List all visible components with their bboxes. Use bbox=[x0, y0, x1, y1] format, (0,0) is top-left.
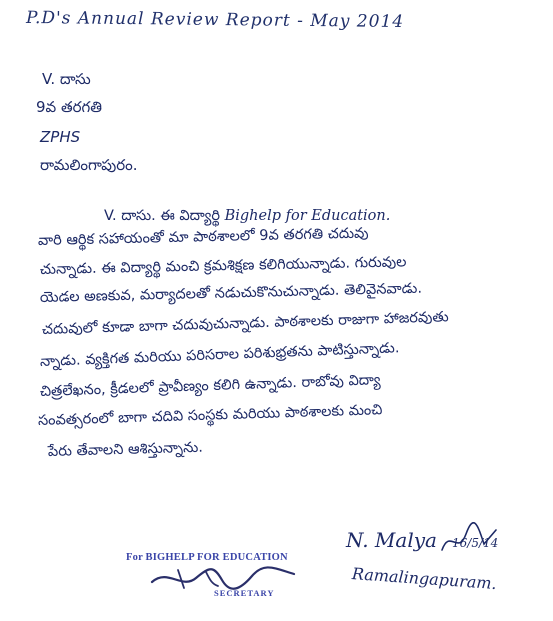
org-name-inline: Bighelp for Education. bbox=[224, 208, 391, 224]
address-name: V. దాసు bbox=[42, 70, 91, 88]
address-class: 9వ తరగతి bbox=[36, 98, 103, 116]
signature-place: Ramalingapuram. bbox=[351, 564, 498, 594]
signature-name: N. Malya bbox=[346, 528, 437, 552]
body-line-9: పేరు తేవాలని ఆశిస్తున్నాను. bbox=[47, 439, 204, 460]
body-line-6: న్నాడు. వ్యక్తిగత మరియు పరిసరాల పరిశుభ్రతను పాటిస్తున్నాడు. bbox=[39, 340, 400, 370]
body-line-8: సంవత్సరంలో బాగా చదివి సంస్థకు మరియు పాఠశాలకు మంచి bbox=[37, 402, 383, 429]
body-line-4: యెడల అణకువ, మర్యాదలతో నడుచుకొనుచున్నాడు. తెలివైనవాడు. bbox=[39, 280, 423, 306]
body-line-5: చదువులో కూడా బాగా చదువుచున్నాడు. పాఠశాలకు రాజుగా హాజరవుతు bbox=[41, 309, 449, 338]
stamp-role: SECRETARY bbox=[214, 588, 275, 598]
body-line-2: వారి ఆర్థిక సహాయంతో మా పాఠశాలలో 9వ తరగతి చదువు bbox=[37, 225, 369, 249]
body-line-3: చున్నాడు. ఈ విద్యార్థి మంచి క్రమశిక్షణ కలిగియున్నాడు. గురువుల bbox=[39, 254, 407, 278]
body-line-1-text: V. దాసు. ఈ విద్యార్థి bbox=[104, 208, 220, 224]
report-title: P.D's Annual Review Report - May 2014 bbox=[25, 8, 405, 32]
signature-date: 16/5/14 bbox=[452, 536, 499, 550]
address-village: రామలింగాపురం. bbox=[40, 156, 138, 174]
body-line-7: చిత్రలేఖనం, క్రీడలలో ప్రావీణ్యం కలిగి ఉన్నాడు. రాబోవు విద్యా bbox=[39, 372, 381, 400]
address-school: ZPHS bbox=[40, 128, 81, 146]
stamp-org: For BIGHELP FOR EDUCATION bbox=[126, 552, 288, 563]
